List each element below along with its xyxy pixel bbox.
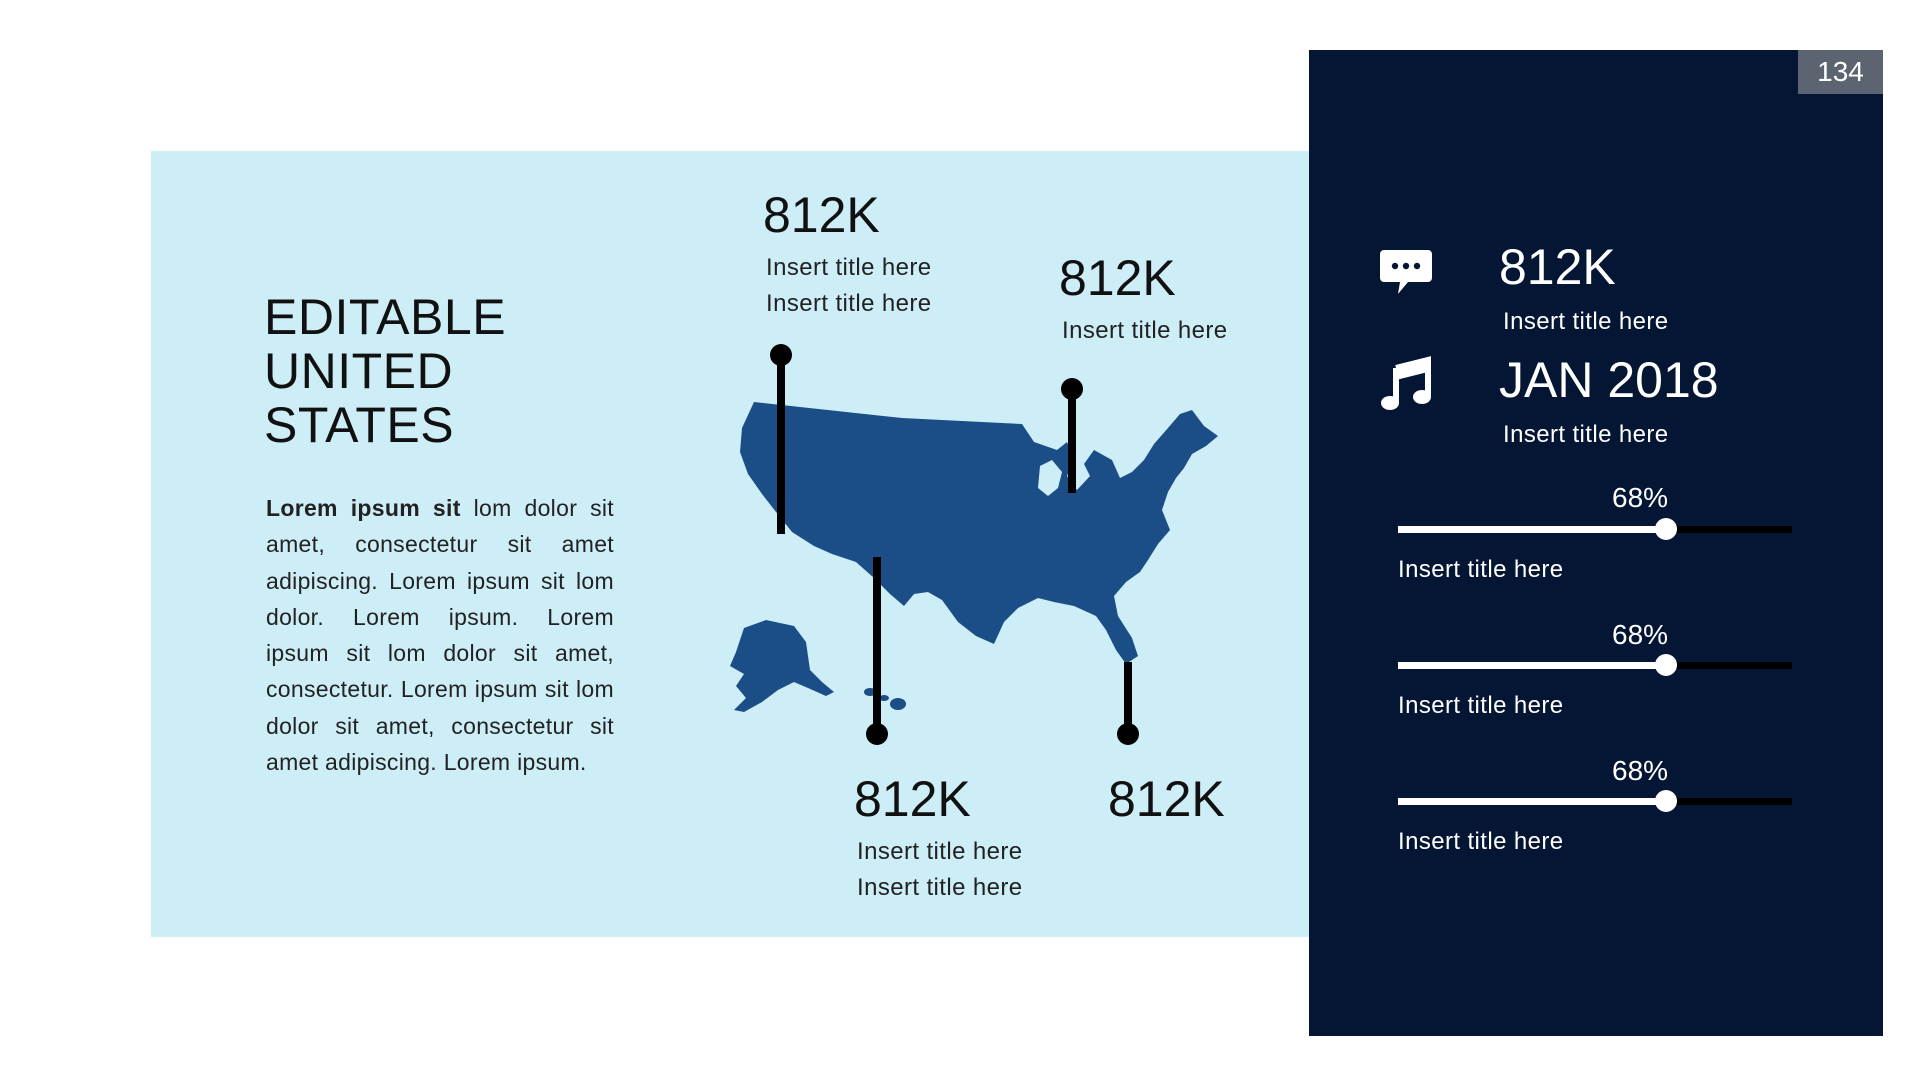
usa-map: [722, 380, 1222, 720]
side-stat-value: JAN 2018: [1499, 352, 1719, 408]
pin-dot: [1117, 723, 1139, 745]
pin-dot: [866, 723, 888, 745]
progress-slider[interactable]: [1398, 526, 1792, 533]
stat-caption: [766, 250, 932, 322]
progress-slider[interactable]: [1398, 798, 1792, 805]
stat-value: 812K: [763, 187, 880, 243]
slider-label: Insert title here: [1398, 692, 1564, 719]
pin-dot: [770, 344, 792, 366]
progress-slider[interactable]: [1398, 662, 1792, 669]
caption-line: Insert title here: [857, 874, 1023, 901]
title-line: UNITED: [264, 343, 454, 399]
side-stat-value: 812K: [1499, 239, 1616, 295]
slider-thumb[interactable]: [1655, 518, 1677, 540]
slider-label: Insert title here: [1398, 828, 1564, 855]
caption-line: Insert title here: [857, 838, 1023, 865]
side-stat-caption: Insert title here: [1503, 421, 1669, 448]
stat-value: 812K: [1108, 771, 1225, 827]
caption-line: Insert title here: [1062, 317, 1228, 344]
slider-thumb[interactable]: [1655, 790, 1677, 812]
stat-value: 812K: [1059, 250, 1176, 306]
map-stat: [1108, 771, 1225, 827]
side-stat-caption: Insert title here: [1503, 308, 1669, 335]
slider-fill: [1398, 526, 1666, 533]
map-stat: [854, 771, 1023, 906]
stat-caption: [1062, 313, 1228, 349]
body-text: lom dolor sit amet, consectetur sit amet adipiscing. Lorem ipsum sit lom dolor. Lorem ipsum. Lorem ipsum sit lom dolor sit amet, consectetur. Lorem ipsum sit lom dolor sit amet, consectetur sit amet adipiscing. Lorem ipsum.: [266, 495, 614, 776]
caption-line: Insert title here: [766, 254, 932, 281]
slider-thumb[interactable]: [1655, 654, 1677, 676]
body-bold-lead: Lorem ipsum sit: [266, 495, 461, 521]
pin-line: [873, 557, 881, 735]
pin-line: [1068, 389, 1076, 493]
slider-percent: 68%: [1612, 619, 1669, 650]
slider-percent: 68%: [1612, 482, 1669, 513]
dark-side-panel: [1309, 50, 1883, 1036]
slider-fill: [1398, 662, 1666, 669]
map-stat: [763, 187, 932, 322]
slider-percent: 68%: [1612, 755, 1669, 786]
stat-value: 812K: [854, 771, 971, 827]
title-line: EDITABLE: [264, 289, 507, 345]
music-note-icon: [1380, 356, 1432, 412]
slider-fill: [1398, 798, 1666, 805]
chat-bubble-icon: [1378, 248, 1434, 296]
title-line: STATES: [264, 397, 455, 453]
page-number: 134: [1798, 50, 1883, 94]
caption-line: Insert title here: [766, 290, 932, 317]
pin-dot: [1061, 378, 1083, 400]
body-paragraph: [266, 490, 614, 780]
slide-title: [264, 290, 506, 452]
stat-caption: [857, 834, 1023, 906]
map-stat: [1059, 250, 1228, 349]
pin-line: [777, 356, 785, 534]
slider-label: Insert title here: [1398, 556, 1564, 583]
